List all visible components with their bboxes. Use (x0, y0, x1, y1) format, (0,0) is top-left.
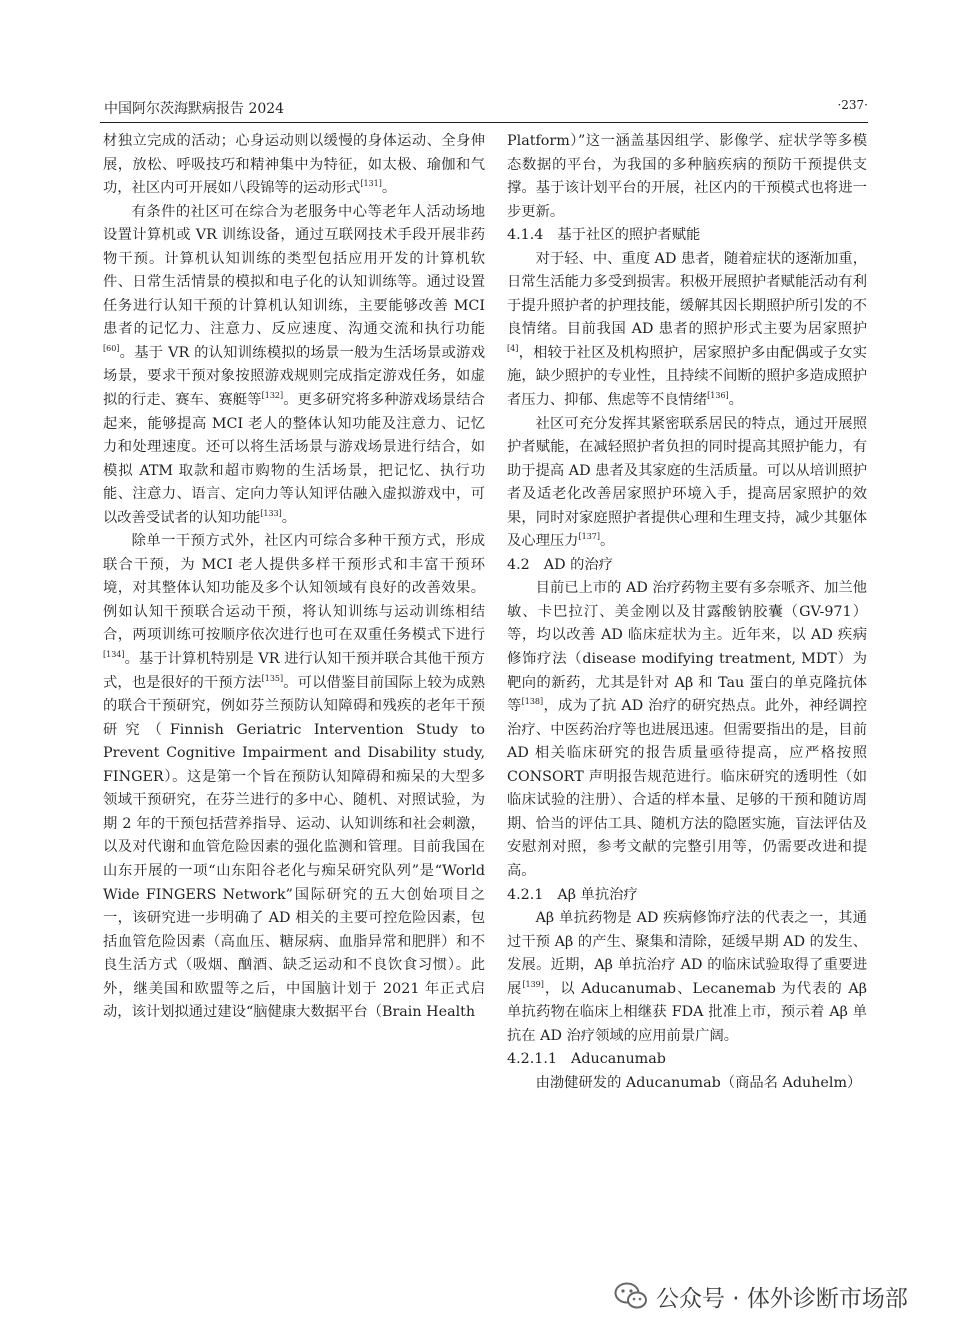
citation: [135] (261, 673, 284, 683)
paragraph: 目前已上市的 AD 治疗药物主要有多奈哌齐、加兰他敏、卡巴拉汀、美金刚以及甘露酸钠胶囊（GV-971）等，均以改善 AD 临床症状为主。近年来，以 AD 疾病修饰疗法（disease modifying treatment, MDT）为靶向的新药，尤其是针对 Aβ 和 Tau 蛋白的单克隆抗体等[138]，成为了抗 AD 治疗的研究热点。此外，神经调控治疗、中医药治疗等也进展迅速。但需要指出的是，目前 AD 相关临床研究的报告质量亟待提高，应严格按照 CONSORT 声明报告规范进行。临床研究的透明性（如临床试验的注册）、合适的样本量、足够的干预和随访周期、恰当的评估工具、随机方法的隐匿实施，盲法评估及安慰剂对照，参考文献的完整引用等，仍需要改进和提高。 (507, 580, 868, 879)
right-column (507, 130, 867, 1095)
citation: [136] (707, 391, 729, 401)
paragraph: 对于轻、中、重度 AD 患者，随着症状的逐渐加重，日常生活能力多受到损害。积极开展照护者赋能活动有利于提升照护者的护理技能，缓解其因长期照护所引发的不良情绪。目前我国 AD 患者的照护形式主要为居家照护[4]，相较于社区及机构照护，居家照护多由配偶或子女实施，缺少照护的专业性，且持续不间断的照护多造成照护者压力、抑郁、焦虑等不良情绪[136]。 (507, 250, 867, 409)
section-heading: 4.2.1.1 Aducanumab (507, 1051, 666, 1068)
citation: [134] (103, 650, 125, 660)
citation: [131] (360, 179, 382, 189)
page-number: ·237· (837, 98, 868, 112)
citation: [139] (522, 979, 544, 989)
section-heading: 4.2 AD 的治疗 (507, 556, 613, 573)
watermark (614, 1276, 908, 1316)
section-heading: 4.2.1 Aβ 单抗治疗 (507, 886, 638, 903)
section-heading: 4.1.4 基于社区的照护者赋能 (507, 227, 701, 244)
left-column (103, 130, 485, 1025)
citation: [133] (260, 508, 282, 518)
citation: [137] (578, 532, 600, 542)
citation: [132] (261, 391, 284, 401)
running-header (100, 96, 868, 123)
citation: [60] (103, 343, 120, 353)
paragraph: 除单一干预方式外，社区内可综合多种干预方式，形成联合干预，为 MCI 老人提供多样干预形式和丰富干预环境，对其整体认知功能及多个认知领域有良好的改善效果。例如认知干预联合运动干预，将认知训练与运动训练相结合，两项训练可按顺序依次进行也可在双重任务模式下进行[134]。基于计算机特别是 VR 进行认知干预并联合其他干预方式，也是很好的干预方法[135]。可以借鉴目前国际上较为成熟的联合干预研究，例如芬兰预防认知障碍和残疾的老年干预研究（Finnish Geriatric Intervention Study to Prevent Cognitive Impairment and Disability study, FINGER）。这是第一个旨在预防认知障碍和痴呆的大型多领域干预研究，在芬兰进行的多中心、随机、对照试验，为期 2 年的干预包括营养指导、运动、认知训练和社会刺激，以及对代谢和血管危险因素的强化监测和管理。目前我国在山东开展的一项“山东阳谷老化与痴呆研究队列”是“World Wide FINGERS Network”国际研究的五大创始项目之一，该研究进一步明确了 AD 相关的主要可控危险因素，包括血管危险因素（高血压、糖尿病、血脂异常和肥胖）和不良生活方式（吸烟、酗酒、缺乏运动和不良饮食习惯）。此外，继美国和欧盟等之后，中国脑计划于 2021 年正式启动，该计划拟通过建设“脑健康大数据平台（Brain Health (103, 533, 486, 1021)
paragraph: 材独立完成的活动；心身运动则以缓慢的身体运动、全身伸展，放松、呼吸技巧和精神集中为特征，如太极、瑜伽和气功，社区内可开展如八段锦等的运动形式[131]。 (103, 133, 485, 197)
citation: [4] (507, 343, 519, 353)
paragraph: Platform）”这一涵盖基因组学、影像学、症状学等多模态数据的平台，为我国的多种脑疾病的预防干预提供支撑。基于该计划平台的开展，社区内的干预模式也将进一步更新。 (507, 133, 867, 220)
paragraph: 社区可充分发挥其紧密联系居民的特点，通过开展照护者赋能，在减轻照护者负担的同时提高其照护能力，有助于提高 AD 患者及其家庭的生活质量。可以从培训照护者及适老化改善居家照护环境入手，提高居家照护的效果，同时对家庭照护者提供心理和生理支持，减少其躯体及心理压力[137]。 (507, 415, 867, 550)
citation: [138] (521, 697, 544, 707)
book-title: 中国阿尔茨海默病报告 2024 (104, 101, 285, 117)
paragraph: 有条件的社区可在综合为老服务中心等老年人活动场地设置计算机或 VR 训练设备，通过互联网技术手段开展非药物干预。计算机认知训练的类型包括应用开发的计算机软件、日常生活情景的模拟和电子化的认知训练等。通过设置任务进行认知干预的计算机认知训练，主要能够改善 MCI 患者的记忆力、注意力、反应速度、沟通交流和执行功能[60]。基于 VR 的认知训练模拟的场景一般为生活场景或游戏场景，要求干预对象按照游戏规则完成指定游戏任务，如虚拟的行走、赛车、赛艇等[132]。更多研究将多种游戏场景结合起来，能够提高 MCI 老人的整体认知功能及注意力、记忆力和处理速度。还可以将生活场景与游戏场景进行结合，如模拟 ATM 取款和超市购物的生活场景，把记忆、执行功能、注意力、语言、定向力等认知评估融入虚拟游戏中，可以改善受试者的认知功能[133]。 (103, 203, 486, 526)
paragraph: Aβ 单抗药物是 AD 疾病修饰疗法的代表之一，其通过干预 Aβ 的产生、聚集和清除，延缓早期 AD 的发生、发展。近期，Aβ 单抗治疗 AD 的临床试验取得了重要进展[139]，以 Aducanumab、Lecanemab 为代表的 Aβ 单抗药物在临床上相继获 FDA 批准上市，预示着 Aβ 单抗在 AD 治疗领域的应用前景广阔。 (507, 910, 868, 1044)
watermark-text: 公众号 · 体外诊断市场部 (656, 1285, 908, 1312)
wechat-icon (614, 1281, 648, 1311)
paragraph: 由渤健研发的 Aducanumab（商品名 Aduhelm） (535, 1074, 862, 1091)
